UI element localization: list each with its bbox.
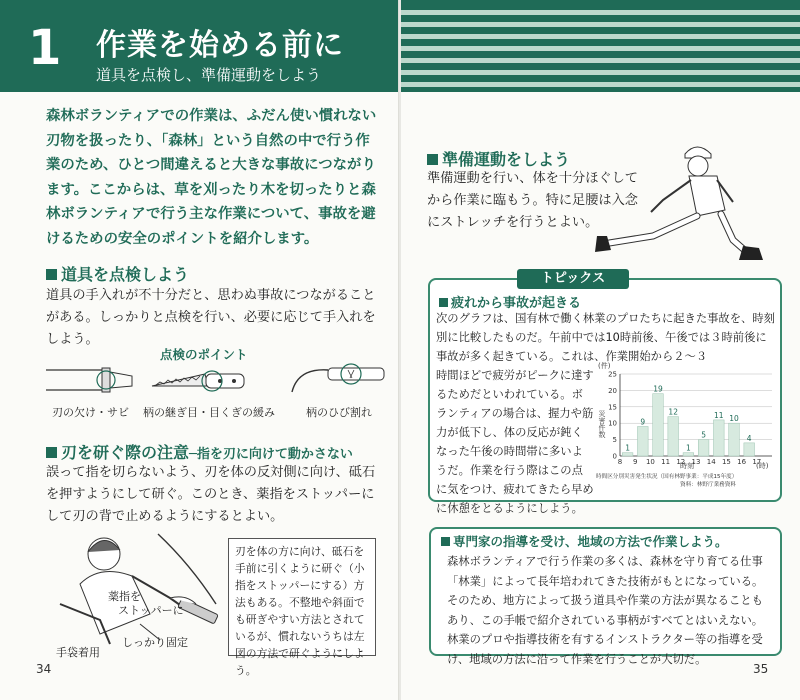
chart-bar [729, 423, 740, 456]
square-bullet-icon [439, 298, 448, 307]
chart-x-tick: 16 [737, 458, 747, 466]
chart-y-tick: 0 [612, 452, 617, 461]
topic-heading-text: 疲れから事故が起きる [451, 296, 582, 311]
chart-source: 資料：林野庁業務資料 [680, 482, 736, 488]
chart-bar [698, 440, 709, 456]
expert-heading-text: 専門家の指導を受け、地域の方法で作業しよう。 [453, 534, 728, 549]
chart-x-tick: 12 [676, 458, 686, 466]
chart-bar [744, 443, 755, 456]
warmup-heading [427, 147, 570, 170]
inspect-body: 道具の手入れが不十分だと、思わぬ事故につながることがある。しっかりと点検を行い、必要に応じて手入れをしよう。 [46, 288, 376, 347]
chart-y-tick: 20 [608, 386, 617, 395]
caption-handle-joint: 柄の継ぎ目・目くぎの緩み [143, 406, 275, 419]
chart-bar [683, 453, 694, 456]
chart-y-tick: 15 [608, 403, 617, 412]
chart-title: 時間区分別災害発生状況（国有林野事業：平成15年度） [596, 474, 738, 480]
chart-y-tick: 10 [608, 419, 617, 428]
accident-chart-svg [596, 360, 776, 488]
sharpening-note-box: 刃を体の方に向け、砥石を手前に引くように研ぐ（小指をストッパーにする）方法もある。不整地や斜面でも研ぎやすい方法とされているが、慣れないうちは左図の方法で研ぐようにしよう。 [228, 538, 376, 656]
chart-x-label: 時刻 [680, 462, 694, 470]
chart-bar [622, 453, 633, 456]
stretching-worker-illustration [593, 140, 773, 262]
chart-value-label: 1 [686, 443, 691, 453]
chapter-header-band [0, 0, 399, 92]
chart-value-label: 19 [653, 384, 663, 394]
chart-y-unit: (件) [598, 362, 611, 370]
topic-body-top: 次のグラフは、国有林で働く林業のプロたちに起きた事故を、時刻別に比較したものだ。午前中では10時前後、午後では３時前後に事故が多く起きている。これは、作業開始から２〜３ [436, 312, 775, 363]
chart-y-tick: 5 [612, 436, 617, 445]
chart-x-unit: (時) [756, 462, 769, 470]
label-hold-firmly: しっかり固定 [122, 636, 188, 649]
chart-value-label: 10 [729, 414, 739, 424]
square-bullet-icon [46, 269, 57, 280]
warmup-heading-text: 準備運動をしよう [442, 150, 571, 169]
accident-chart [596, 360, 776, 488]
chart-x-tick: 8 [617, 458, 623, 466]
chart-x-tick: 15 [721, 458, 731, 466]
chart-value-label: 12 [668, 407, 678, 417]
chart-bar [653, 394, 664, 456]
chart-bar [713, 420, 724, 456]
chart-y-label: 災害件数 [598, 410, 606, 438]
chapter-subtitle: 道具を点検し、準備運動をしよう [96, 66, 322, 84]
label-gloves: 手袋着用 [56, 646, 100, 659]
saw-handle-illustration [150, 362, 250, 402]
inspect-heading [46, 262, 189, 285]
expert-heading [441, 532, 728, 550]
label-stopper: ストッパーに [118, 604, 184, 617]
chart-value-label: 1 [625, 443, 630, 453]
expert-body: 森林ボランティアで行う作業の多くは、森林を守り育てる仕事「林業」によって長年培われてきた技術がもとになっている。そのため、地方によって扱う道具や作業の方法が異なることもあり、この手帳で紹介されている事柄がすべてとはいえない。林業のプロや指導技術を有するインストラクター等の指導を受け、地域の方法に沿って作業を行うことが大切だ。 [447, 555, 764, 666]
chart-value-label: 11 [714, 410, 724, 420]
intro-paragraph: 森林ボランティアでの作業は、ふだん使い慣れない刃物を扱ったり、「森林」という自然の中で行う作業のため、ひとつ間違えると大きな事故につながります。ここからは、草を刈ったり木を切ったりと森林ボランティアで行う主な作業について、事故を避けるための安全のポイントを紹介します。 [46, 108, 377, 247]
chapter-title: 作業を始める前に [96, 28, 344, 63]
chart-x-tick: 17 [752, 458, 762, 466]
label-ring-finger: 薬指を [108, 590, 141, 603]
inspect-heading-text: 道具を点検しよう [61, 265, 190, 284]
chart-x-tick: 13 [691, 458, 701, 466]
sickle-handle-illustration [288, 362, 388, 402]
sharpen-heading-text: 刃を研ぐ際の注意 [61, 443, 190, 462]
square-bullet-icon [427, 154, 438, 165]
chart-x-tick: 14 [706, 458, 716, 466]
sharpen-heading [46, 440, 353, 463]
left-page [0, 0, 399, 700]
chapter-number: 1 [28, 20, 62, 76]
chart-bar [637, 426, 648, 456]
caption-handle-crack: 柄のひび割れ [306, 406, 372, 419]
sharpen-heading-sub: ─指を刃に向けて動かさない [189, 447, 353, 462]
caption-blade-rust: 刃の欠け・サビ [52, 406, 129, 419]
square-bullet-icon [441, 537, 450, 546]
right-header-band [401, 0, 800, 92]
sharpen-body: 誤って指を切らないよう、刃を体の反対側に向け、砥石を押すようにして研ぐ。このとき、薬指をストッパーにして刃の背で止めるようにするとよい。 [46, 465, 376, 524]
warmup-body: 準備運動を行い、体を十分ほぐしてから作業に臨もう。特に足腰は入念にストレッチを行うとよい。 [427, 171, 638, 230]
chart-bar [668, 417, 679, 456]
chart-value-label: 5 [701, 430, 706, 440]
page-number-right: 35 [753, 662, 769, 676]
chart-x-tick: 10 [645, 458, 655, 466]
header-stripes [401, 0, 800, 92]
inspection-points-label: 点検のポイント [160, 347, 248, 362]
chart-y-tick: 25 [608, 370, 617, 379]
topics-tab: トピックス [517, 269, 629, 289]
chart-x-tick: 9 [632, 458, 638, 466]
square-bullet-icon [46, 447, 57, 458]
topic-body-side: 時間ほどで疲労がピークに達するためだといわれている。ボランティアの場合は、握力や筋力が低下し、体の反応が鈍くなった午後の時間帯に多いようだ。作業を行う際はこの点に気をつけ、疲れてきたら早めに休憩をとるようにしよう。 [436, 369, 594, 515]
blade-chip-illustration [44, 362, 134, 402]
page-number-left: 34 [36, 662, 52, 676]
chart-value-label: 9 [640, 417, 646, 427]
chart-value-label: 4 [746, 433, 752, 443]
right-page [401, 0, 800, 700]
chart-x-tick: 11 [661, 458, 671, 466]
